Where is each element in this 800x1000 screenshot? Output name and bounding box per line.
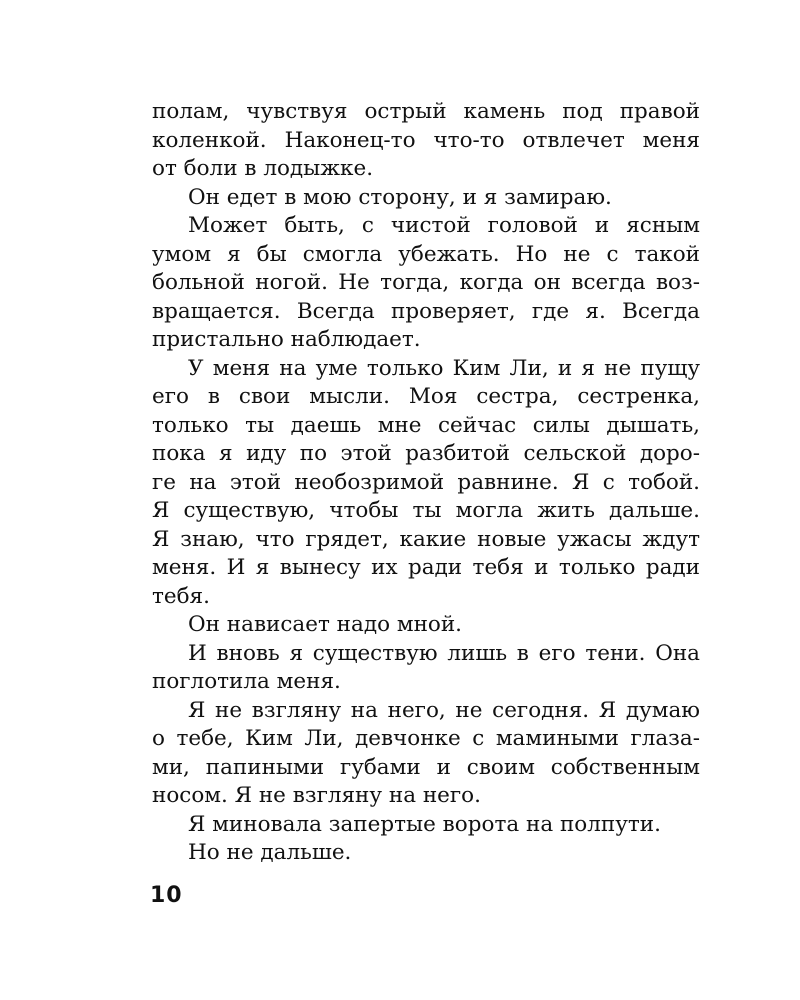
text-line: только ты даешь мне сейчас силы дышать,	[152, 412, 700, 438]
text-line: Я существую, чтобы ты могла жить дальше.	[152, 498, 700, 523]
text-line: пока я иду по этой разбитой сельской доро-	[152, 441, 700, 466]
text-line: коленкой. Наконец-то что-то отвлечет меня	[152, 127, 700, 153]
text-line: его в свои мысли. Моя сестра, сестренка,	[152, 384, 700, 409]
text-line: поглотила меня.	[152, 669, 341, 694]
text-line: ге на этой необозримой равнине. Я с тобой.	[152, 469, 700, 495]
text-line: пристально наблюдает.	[152, 327, 421, 352]
text-line: тебя.	[152, 583, 210, 609]
text-line: умом я бы смогла убежать. Но не с такой	[152, 241, 700, 267]
text-line: Может быть, с чистой головой и ясным	[188, 213, 700, 238]
body-text	[152, 98, 700, 868]
text-line: о тебе, Ким Ли, девчонке с мамиными глаза-	[152, 726, 700, 751]
text-line: полам, чувствуя острый камень под правой	[152, 99, 700, 124]
text-line: И вновь я существую лишь в его тени. Она	[188, 640, 700, 666]
text-line: Он нависает надо мной.	[188, 612, 463, 637]
text-line: больной ногой. Не тогда, когда он всегда воз-	[152, 270, 700, 295]
text-line: Я знаю, что грядет, какие новые ужасы ждут	[152, 526, 700, 552]
text-line: Я миновала запертые ворота на полпути.	[188, 811, 661, 837]
text-line: У меня на уме только Ким Ли, и я не пущу	[188, 355, 700, 381]
text-line: от боли в лодыжке.	[152, 156, 374, 181]
page-number: 10	[150, 883, 183, 908]
text-line: меня. И я вынесу их ради тебя и только ради	[152, 555, 700, 580]
text-line: Я не взгляну на него, не сегодня. Я думаю	[188, 697, 700, 723]
text-line: носом. Я не взгляну на него.	[152, 783, 481, 808]
text-line: ми, папиными губами и своим собственным	[152, 754, 700, 780]
text-line: вращается. Всегда проверяет, где я. Всегда	[152, 298, 700, 324]
text-line: Он едет в мою сторону, и я замираю.	[188, 184, 612, 210]
text-line: Но не дальше.	[188, 840, 352, 865]
